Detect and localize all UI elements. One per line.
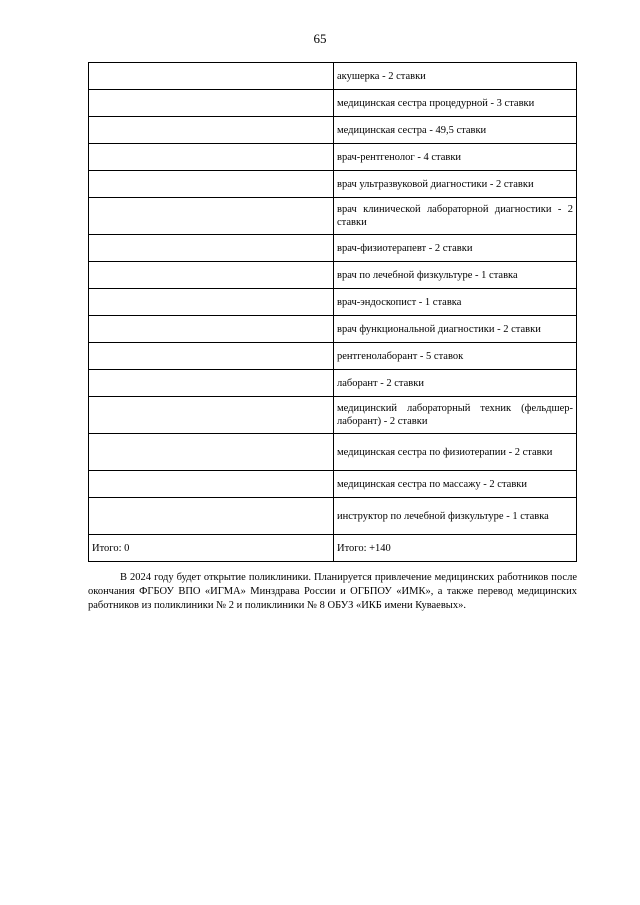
table-row	[89, 198, 577, 235]
table-cell-left	[89, 289, 334, 316]
body-paragraph: В 2024 году будет открытие поликлиники. Планируется привлечение медицинских работников после окончания ФГБОУ ВПО «ИГМА» Минздрава России и ОГБПОУ «ИМК», а также перевод медицинских работников из поликлиники № 2 и поликлиники № 8 ОБУЗ «ИКБ имени Куваевых».	[88, 572, 577, 611]
page-number: 65	[313, 31, 327, 46]
table-cell-position: врач функциональной диагностики - 2 ставки	[334, 316, 577, 343]
table-cell-left	[89, 171, 334, 198]
table-cell-left	[89, 343, 334, 370]
table-row	[89, 397, 577, 434]
table-row	[89, 63, 577, 90]
table-cell-left	[89, 235, 334, 262]
table-row	[89, 117, 577, 144]
table-cell-left	[89, 370, 334, 397]
table-row	[89, 289, 577, 316]
staff-table-body	[89, 63, 577, 562]
table-cell-position: медицинская сестра - 49,5 ставки	[334, 117, 577, 144]
table-total-row	[89, 535, 577, 562]
table-row	[89, 343, 577, 370]
table-cell-position: инструктор по лечебной физкультуре - 1 ставка	[334, 498, 577, 535]
table-cell-position: медицинская сестра по физиотерапии - 2 ставки	[334, 434, 577, 471]
table-cell-position: акушерка - 2 ставки	[334, 63, 577, 90]
table-cell-left	[89, 198, 334, 235]
table-cell-left	[89, 90, 334, 117]
table-cell-left	[89, 262, 334, 289]
table-cell-left	[89, 63, 334, 90]
table-cell-position: лаборант - 2 ставки	[334, 370, 577, 397]
table-cell-position: рентгенолаборант - 5 ставок	[334, 343, 577, 370]
table-row	[89, 370, 577, 397]
table-cell-left	[89, 471, 334, 498]
table-cell-left	[89, 144, 334, 171]
table-cell-position: врач-физиотерапевт - 2 ставки	[334, 235, 577, 262]
table-cell-left	[89, 316, 334, 343]
staff-table	[88, 62, 577, 562]
table-cell-position: врач клинической лабораторной диагностики - 2 ставки	[334, 198, 577, 235]
table-row	[89, 235, 577, 262]
total-right-cell: Итого: +140	[334, 535, 577, 562]
table-cell-left	[89, 397, 334, 434]
table-cell-position: врач ультразвуковой диагностики - 2 ставки	[334, 171, 577, 198]
table-cell-position: медицинская сестра процедурной - 3 ставки	[334, 90, 577, 117]
table-row	[89, 90, 577, 117]
table-cell-position: врач-эндоскопист - 1 ставка	[334, 289, 577, 316]
table-cell-position: врач-рентгенолог - 4 ставки	[334, 144, 577, 171]
table-cell-left	[89, 434, 334, 471]
total-left-cell: Итого: 0	[89, 535, 334, 562]
table-row	[89, 316, 577, 343]
table-cell-position: врач по лечебной физкультуре - 1 ставка	[334, 262, 577, 289]
table-row	[89, 262, 577, 289]
table-cell-left	[89, 498, 334, 535]
table-cell-position: медицинская сестра по массажу - 2 ставки	[334, 471, 577, 498]
table-row	[89, 171, 577, 198]
table-row	[89, 144, 577, 171]
table-row	[89, 471, 577, 498]
table-row	[89, 498, 577, 535]
table-cell-position: медицинский лабораторный техник (фельдшер-лаборант) - 2 ставки	[334, 397, 577, 434]
table-row	[89, 434, 577, 471]
table-cell-left	[89, 117, 334, 144]
